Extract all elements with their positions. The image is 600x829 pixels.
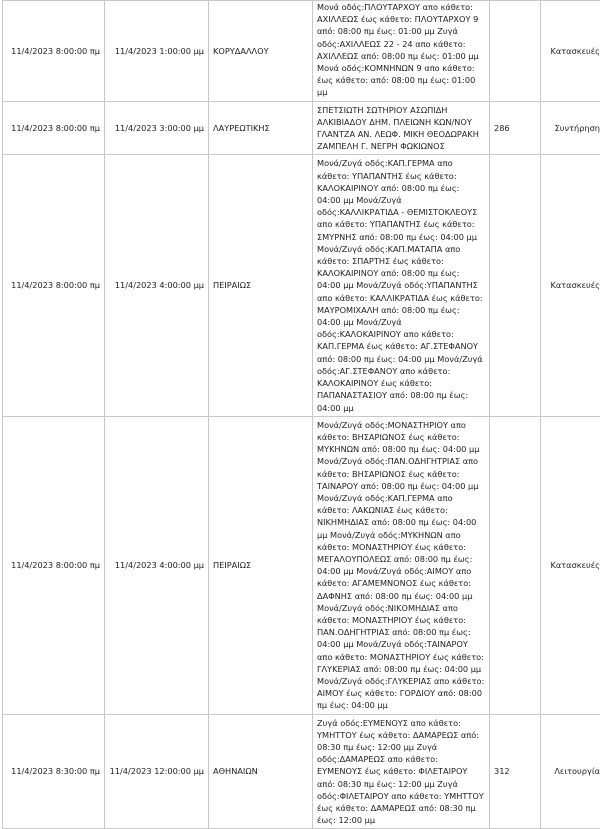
municipality-cell: ΛΑΥΡΕΩΤΙΚΗΣ	[209, 101, 313, 155]
table-row	[3, 416, 600, 714]
number-cell: 286	[490, 101, 541, 155]
outage-table-body	[3, 1, 600, 829]
affected-area-cell: ΣΠΕΤΣΙΩΤΗ ΣΩΤΗΡΙΟΥ ΑΣΩΠΙΔΗ ΑΛΚΙΒΙΑΔΟΥ ΔΗΜ. ΠΛΕΙΩΝΗ ΚΩΝ/ΝΟΥ ΓΛΑΝΤΖΑ ΑΝ. ΛΕΩΦ. ΜΙΚΗ ΘΕΟΔΩΡΑΚΗ ΖΑΜΠΕΛΗ Γ. ΝΕΓΡΗ ΦΩΚΙΩΝΟΣ	[313, 101, 490, 155]
outage-table	[2, 0, 600, 829]
work-type-cell: Κατασκευές	[541, 416, 600, 714]
work-type-cell: Λειτουργία	[541, 714, 600, 829]
number-cell	[490, 1, 541, 102]
end-time-cell: 11/4/2023 12:00:00 μμ	[105, 714, 209, 829]
affected-area-cell: Μονά οδός:ΠΛΟΥΤΑΡΧΟΥ απο κάθετο: ΑΧΙΛΛΕΩΣ έως κάθετο: ΠΛΟΥΤΑΡΧΟΥ 9 από: 08:00 πμ έως: 01:00 μμ Ζυγά οδός:ΑΧΙΛΛΕΩΣ 22 - 24 απο κάθετο: ΑΧΙΛΛΕΩΣ από: 08:00 πμ έως: 01:00 μμ Μονά οδός:ΚΟΜΝΗΝΩΝ 9 απο κάθετο: έως κάθετο: από: 08:00 πμ έως: 01:00 μμ	[313, 1, 490, 102]
affected-area-cell: Ζυγά οδός:ΕΥΜΕΝΟΥΣ απο κάθετο: ΥΜΗΤΤΟΥ έως κάθετο: ΔΑΜΑΡΕΩΣ από: 08:30 πμ έως: 12:00 μμ Ζυγά οδός:ΔΑΜΑΡΕΩΣ απο κάθετο: ΕΥΜΕΝΟΥΣ έως κάθετο: ΦΙΛΕΤΑΙΡΟΥ από: 08:30 πμ έως: 12:00 μμ Ζυγά οδός:ΦΙΛΕΤΑΙΡΟΥ απο κάθετο: ΥΜΗΤΤΟΥ έως κάθετο: ΔΑΜΑΡΕΩΣ από: 08:30 πμ έως: 12:00 μμ	[313, 714, 490, 829]
municipality-cell: ΚΟΡΥΔΑΛΛΟΥ	[209, 1, 313, 102]
work-type-cell: Κατασκευές	[541, 1, 600, 102]
affected-area-cell: Μονά/Ζυγά οδός:ΜΟΝΑΣΤΗΡΙΟΥ απο κάθετο: ΒΗΣΑΡΙΩΝΟΣ έως κάθετο: ΜΥΚΗΝΩΝ από: 08:00 πμ έως: 04:00 μμ Μονά/Ζυγά οδός:ΠΑΝ.ΟΔΗΓΗΤΡΙΑΣ απο κάθετο: ΒΗΣΑΡΙΩΝΟΣ έως κάθετο: ΤΑΙΝΑΡΟΥ από: 08:00 πμ έως: 04:00 μμ Μονά/Ζυγά οδός:ΚΑΠ.ΓΕΡΜΑ απο κάθετο: ΛΑΚΩΝΙΑΣ έως κάθετο: ΝΙΚΗΜΗΔΙΑΣ από: 08:00 πμ έως: 04:00 μμ Μονά/Ζυγά οδός:ΜΥΚΗΝΩΝ απο κάθετο: ΜΟΝΑΣΤΗΡΙΟΥ έως κάθετο: ΜΕΓΑΛΟΥΠΟΛΕΩΣ από: 08:00 πμ έως: 04:00 μμ Μονά/Ζυγά οδός:ΑΙΜΟΥ απο κάθετο: ΑΓΑΜΕΜΝΟΝΟΣ έως κάθετο: ΔΑΦΝΗΣ από: 08:00 πμ έως: 04:00 μμ Μονά/Ζυγά οδός:ΝΙΚΟΜΗΔΙΑΣ απο κάθετο: ΜΟΝΑΣΤΗΡΙΟΥ έως κάθετο: ΠΑΝ.ΟΔΗΓΗΤΡΙΑΣ από: 08:00 πμ έως: 04:00 μμ Μονά/Ζυγά οδός:ΤΑΙΝΑΡΟΥ απο κάθετο: ΜΟΝΑΣΤΗΡΙΟΥ έως κάθετο: ΓΛΥΚΕΡΙΑΣ από: 08:00 πμ έως: 04:00 μμ Μονά/Ζυγά οδός:ΓΛΥΚΕΡΙΑΣ απο κάθετο: ΑΙΜΟΥ έως κάθετο: ΓΟΡΔΙΟΥ από: 08:00 πμ έως: 04:00 μμ	[313, 416, 490, 714]
end-time-cell: 11/4/2023 4:00:00 μμ	[105, 155, 209, 416]
start-time-cell: 11/4/2023 8:00:00 πμ	[3, 155, 105, 416]
start-time-cell: 11/4/2023 8:30:00 πμ	[3, 714, 105, 829]
number-cell	[490, 155, 541, 416]
work-type-cell: Συντήρηση	[541, 101, 600, 155]
number-cell	[490, 416, 541, 714]
start-time-cell: 11/4/2023 8:00:00 πμ	[3, 101, 105, 155]
table-row	[3, 714, 600, 829]
municipality-cell: ΑΘΗΝΑΙΩΝ	[209, 714, 313, 829]
number-cell: 312	[490, 714, 541, 829]
end-time-cell: 11/4/2023 4:00:00 μμ	[105, 416, 209, 714]
affected-area-cell: Μονά/Ζυγά οδός:ΚΑΠ.ΓΕΡΜΑ απο κάθετο: ΥΠΑΠΑΝΤΗΣ έως κάθετο: ΚΑΛΟΚΑΙΡΙΝΟΥ από: 08:00 πμ έως: 04:00 μμ Μονά/Ζυγά οδός:ΚΑΛΛΙΚΡΑΤΙΔΑ - ΘΕΜΙΣΤΟΚΛΕΟΥΣ απο κάθετο: ΥΠΑΠΑΝΤΗΣ έως κάθετο: ΣΜΥΡΝΗΣ από: 08:00 πμ έως: 04:00 μμ Μονά/Ζυγά οδός:ΚΑΠ.ΜΑΤΑΠΑ απο κάθετο: ΣΠΑΡΤΗΣ έως κάθετο: ΚΑΛΟΚΑΙΡΙΝΟΥ από: 08:00 πμ έως: 04:00 μμ Μονά/Ζυγά οδός:ΥΠΑΠΑΝΤΗΣ απο κάθετο: ΚΑΛΛΙΚΡΑΤΙΔΑ έως κάθετο: ΜΑΥΡΟΜΙΧΑΛΗ από: 08:00 πμ έως: 04:00 μμ Μονά/Ζυγά οδός:ΚΑΛΟΚΑΙΡΙΝΟΥ απο κάθετο: ΚΑΠ.ΓΕΡΜΑ έως κάθετο: ΑΓ.ΣΤΕΦΑΝΟΥ από: 08:00 πμ έως: 04:00 μμ Μονά/Ζυγά οδός:ΑΓ.ΣΤΕΦΑΝΟΥ απο κάθετο: ΚΑΛΟΚΑΙΡΙΝΟΥ έως κάθετο: ΠΑΠΑΝΑΣΤΑΣΙΟΥ από: 08:00 πμ έως: 04:00 μμ	[313, 155, 490, 416]
end-time-cell: 11/4/2023 3:00:00 μμ	[105, 101, 209, 155]
table-row	[3, 1, 600, 102]
table-row	[3, 155, 600, 416]
work-type-cell: Κατασκευές	[541, 155, 600, 416]
start-time-cell: 11/4/2023 8:00:00 πμ	[3, 1, 105, 102]
end-time-cell: 11/4/2023 1:00:00 μμ	[105, 1, 209, 102]
table-row	[3, 101, 600, 155]
municipality-cell: ΠΕΙΡΑΙΩΣ	[209, 155, 313, 416]
municipality-cell: ΠΕΙΡΑΙΩΣ	[209, 416, 313, 714]
start-time-cell: 11/4/2023 8:00:00 πμ	[3, 416, 105, 714]
